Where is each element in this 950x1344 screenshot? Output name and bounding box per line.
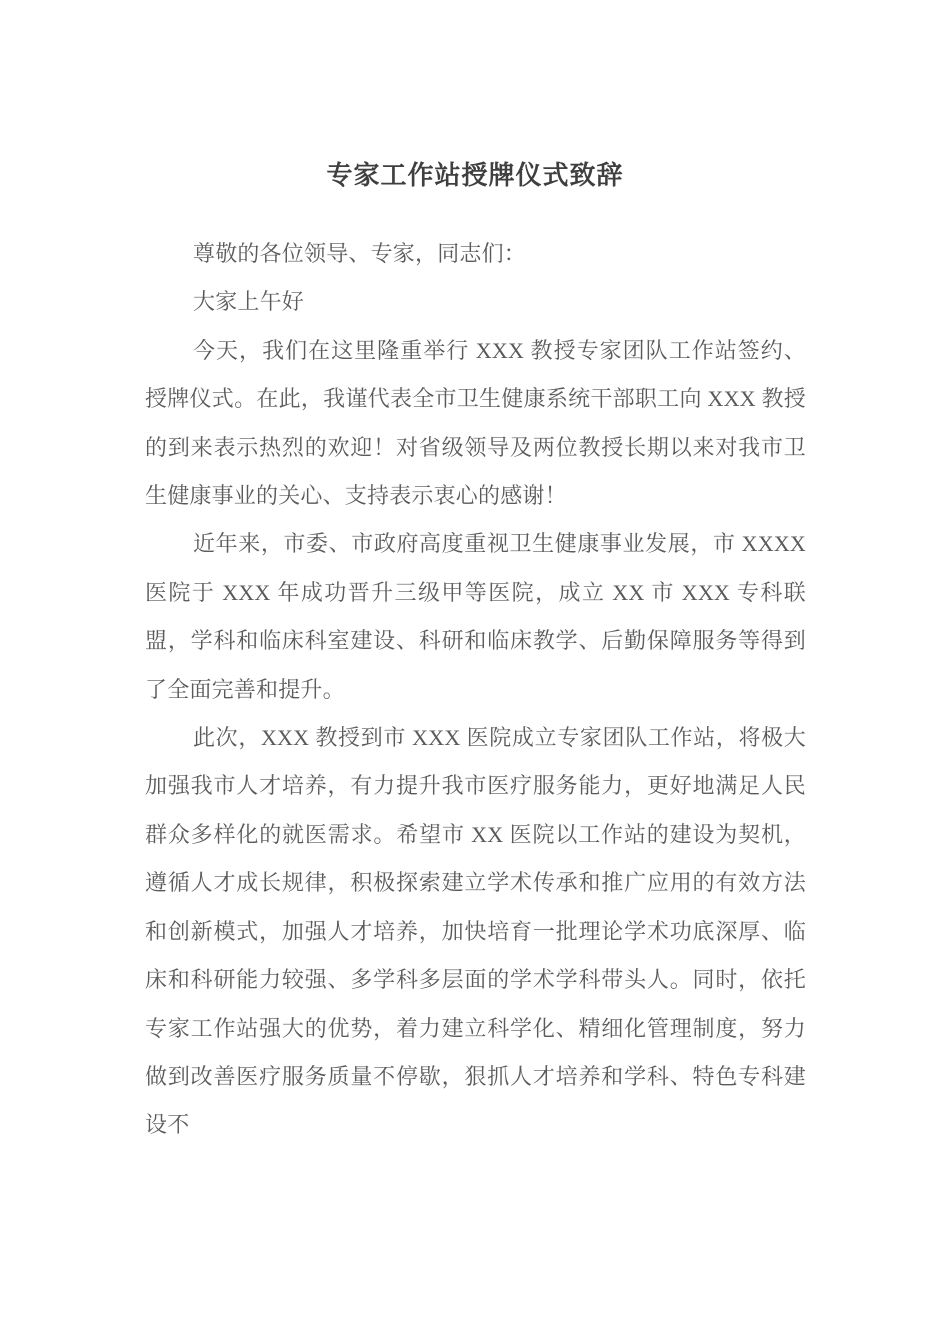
paragraph-welcome: 今天，我们在这里隆重举行 XXX 教授专家团队工作站签约、授牌仪式。在此，我谨代表全市卫生健康系统干部职工向 XXX 教授的到来表示热烈的欢迎！对省级领导及两位教授长期以来对我市卫生健康事业的关心、支持表示衷心的感谢！ [145, 337, 806, 509]
paragraph-salutation: 大家上午好 [193, 289, 305, 315]
paragraph-greeting: 尊敬的各位领导、专家，同志们： [193, 241, 527, 266]
paragraph-recent-development: 近年来，市委、市政府高度重视卫生健康事业发展，市 XXXX 医院于 XXX 年成功晋升三级甲等医院，成立 XX 市 XXX 专科联盟，学科和临床科室建设、科研和临床教学、后勤保障服务等得到了全面完善和提升。 [145, 531, 806, 702]
paragraph-expectations: 此次，XXX 教授到市 XXX 医院成立专家团队工作站，将极大加强我市人才培养，有力提升我市医疗服务能力，更好地满足人民群众多样化的就医需求。希望市 XX 医院以工作站的建设为契机，遵循人才成长规律，积极探索建立学术传承和推广应用的有效方法和创新模式，加强人才培养，加快培育一批理论学术功底深厚、临床和科研能力较强、多学科多层面的学术学科带头人。同时，依托专家工作站强大的优势，着力建立科学化、精细化管理制度，努力做到改善医疗服务质量不停歇，狠抓人才培养和学科、特色专科建设不 [145, 725, 806, 1138]
document-body [145, 230, 806, 1150]
document-title: 专家工作站授牌仪式致辞 [326, 161, 624, 190]
